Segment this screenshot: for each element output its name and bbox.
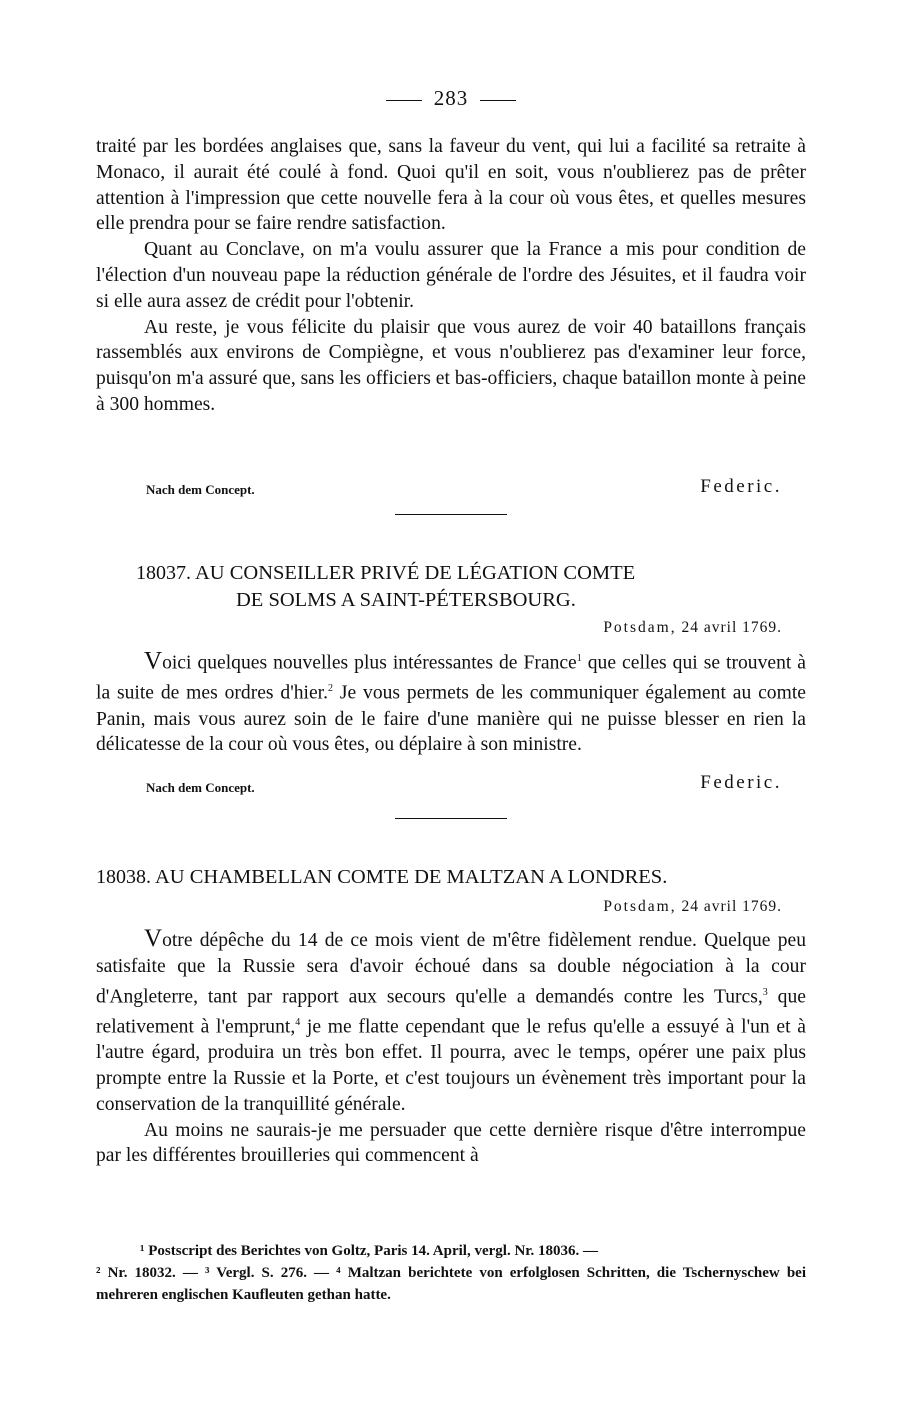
body-text: Je vous permets de les communiquer également au comte Panin, mais vous aurez soin de le faire d'une manière qui ne puisse blesser en rien la délicatesse de la cour où vous êtes, ou déplaire à son ministre. [96,682,806,756]
dash-left [386,100,422,101]
footnote-ref-4: 4 [295,1016,301,1028]
signature: Federic. [700,476,782,497]
letter-heading [96,560,806,614]
initial-letter: V [144,647,163,675]
footnote-line-1: ¹ Postscript des Berichtes von Goltz, Paris 14. April, vergl. Nr. 18036. — [140,1243,599,1259]
dateline-date: 24 avril 1769. [681,619,782,636]
source-note: Nach dem Concept. [146,482,255,497]
page-number-line [96,86,806,111]
dateline-date: 24 avril 1769. [681,898,782,915]
dash-right [480,100,516,101]
signature: Federic. [700,772,782,793]
body-text: que relativement à l'emprunt, [96,986,806,1038]
body-text: oici quelques nouvelles plus intéressantes de France [162,652,577,674]
letter-number: 18037. [136,562,191,584]
heading-line: AU CHAMBELLAN COMTE DE MALTZAN A LONDRES. [155,866,668,888]
heading-line-1: AU CONSEILLER PRIVÉ DE LÉGATION COMTE [195,562,636,584]
body-text: otre dépêche du 14 de ce mois vient de m'être fidèlement rendue. Quelque peu satisfaite que la Russie sera d'avoir échoué dans sa double négociation à la cour d'Angleterre, tant par rapport aux secours qu'elle a demandés contre les Turcs, [96,930,806,1008]
dateline [603,898,782,916]
letter-paragraph [96,646,806,758]
intro-paragraph-2: Quant au Conclave, on m'a voulu assurer que la France a mis pour condition de l'élection d'un nouveau pape la réduction générale de l'ordre des Jésuites, et il faudra voir si elle aura assez de crédit pour l'obtenir. [96,239,806,312]
intro-paragraph-3: Au reste, je vous félicite du plaisir que vous aurez de voir 40 bataillons français rassemblés aux environs de Compiègne, et vous n'oublierez pas d'examiner leur force, puisqu'on m'a assuré que, sans les officiers et bas-officiers, chaque bataillon monte à peine à 300 hommes. [96,316,806,415]
letter-body [96,926,806,1169]
letter-number: 18038. [96,866,151,888]
body-text: je me flatte cependant que le refus qu'elle a essuyé à l'un et à l'autre égard, produira un très bon effet. Il pourra, avec le temps, opérer une paix plus prompte entre la Russie et la Porte, et c'est toujours un évènement très important pour la conservation de la tranquillité générale. [96,1016,806,1115]
footnotes [96,1240,806,1306]
dateline-place: Potsdam, [603,898,677,915]
footnote-ref-2: 2 [328,683,334,695]
intro-paragraph-1: traité par les bordées anglaises que, sans la faveur du vent, qui lui a facilité sa retraite à Monaco, il aurait été coulé à fond. Quoi qu'il en soit, vous n'oublierez pas de prêter attention à l'impression que cette nouvelle fera à la cour où vous êtes, et quelles mesures elle prendra pour se faire rendre satisfaction. [96,136,806,235]
body-text: que celles qui se trouvent à la suite de mes ordres d'hier. [96,652,807,704]
letter-paragraph-1 [96,926,806,1118]
letter-body [96,646,806,758]
source-note: Nach dem Concept. [146,780,255,795]
heading-line-2: DE SOLMS A SAINT-PÉTERSBOURG. [236,589,576,611]
footnote-ref-1: 1 [576,653,582,664]
letter-heading [96,864,806,891]
footnote-line-2: ² Nr. 18032. — ³ Vergl. S. 276. — ⁴ Maltzan berichtete von erfolglosen Schritten, die Tschernyschew bei mehreren englischen Kaufleuten gethan hatte. [96,1265,806,1303]
divider [395,818,507,819]
divider [395,514,507,515]
dateline-place: Potsdam, [603,619,677,636]
letter-signature-row [96,772,806,798]
footnote-ref-3: 3 [762,986,768,998]
dateline [603,619,782,637]
intro-text [96,134,806,418]
letter-paragraph-2: Au moins ne saurais-je me persuader que cette dernière risque d'être interrompue par les différentes brouilleries qui commencent à [96,1119,806,1167]
initial-letter: V [144,925,163,952]
page-number: 283 [433,86,469,110]
intro-signature-row [96,476,806,502]
